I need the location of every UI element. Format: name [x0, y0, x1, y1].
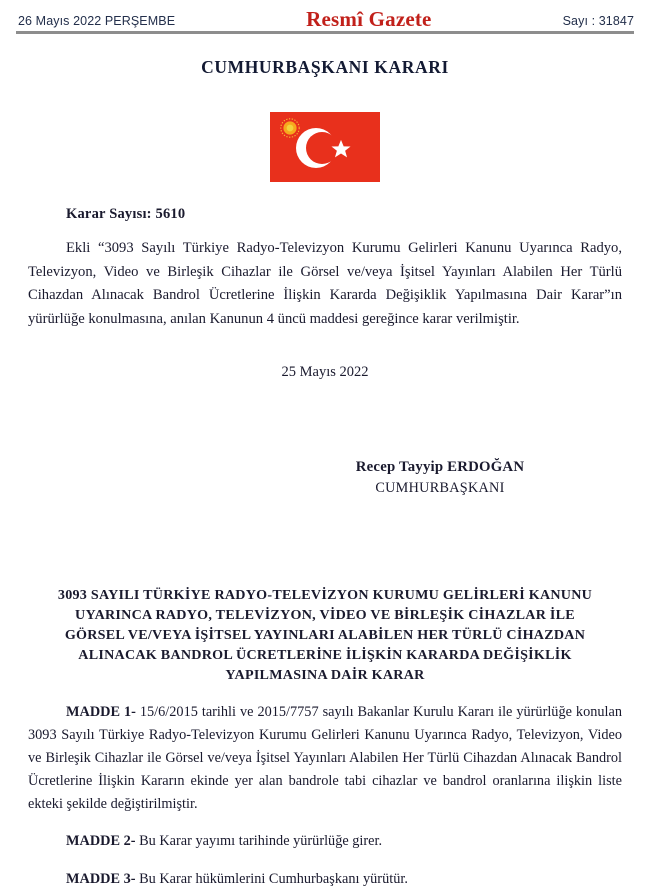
- decision-date: 25 Mayıs 2022: [281, 363, 369, 380]
- article-3: [28, 868, 622, 891]
- annex-heading-line: ALINACAK BANDROL ÜCRETLERİNE İLİŞKİN KARARDA DEĞİŞİKLİK: [78, 646, 572, 663]
- article-2-text: Bu Karar yayımı tarihinde yürürlüğe girer.: [135, 833, 383, 850]
- emblem-container: [0, 112, 650, 182]
- annex-heading: [40, 585, 610, 685]
- annex-heading-line: UYARINCA RADYO, TELEVİZYON, VİDEO VE BİRLEŞİK CİHAZLAR İLE: [75, 606, 575, 623]
- masthead-title: Resmî Gazete: [306, 7, 432, 31]
- page-title: CUMHURBAŞKANI KARARI: [201, 57, 449, 77]
- article-1-text: 15/6/2015 tarihli ve 2015/7757 sayılı Bakanlar Kurulu Kararı ile yürürlüğe konulan 3093 Sayılı Türkiye Radyo-Televizyon Kurumu Gelirleri Kanunu Uyarınca Radyo, Televizyon, Video ve Birleşik Cihazlar ile Görsel ve/veya İşitsel Yayınları Alabilen Her Türlü Cihazdan Alınacak Bandrol Ücretlerine İlişkin Kararın ekinde yer alan bandrole tabi cihazlar ve bandrol oranlarına ilişkin liste ekteki şekilde değiştirilmiştir.: [28, 703, 622, 813]
- annex-heading-line: 3093 SAYILI TÜRKİYE RADYO-TELEVİZYON KURUMU GELİRLERİ KANUNU: [57, 586, 593, 603]
- sun-icon: [279, 117, 301, 139]
- article-3-label: MADDE 3-: [66, 870, 136, 887]
- annex-heading-line: GÖRSEL VE/VEYA İŞİTSEL YAYINLARI ALABİLEN HER TÜRLÜ CİHAZDAN: [64, 626, 586, 643]
- masthead-issue-number: Sayı : 31847: [562, 14, 634, 28]
- signature-block: [0, 459, 650, 497]
- signatory-name: Recep Tayyip ERDOĞAN: [355, 458, 525, 475]
- turkish-flag-icon: [270, 112, 380, 182]
- annex-heading-line: YAPILMASINA DAİR KARAR: [225, 666, 425, 683]
- articles-section: [28, 701, 622, 891]
- article-3-text: Bu Karar hükümlerini Cumhurbaşkanı yürütür.: [135, 870, 408, 887]
- article-1-label: MADDE 1-: [66, 703, 136, 720]
- article-1: [28, 701, 622, 817]
- signatory-role: CUMHURBAŞKANI: [375, 479, 505, 496]
- masthead-date: 26 Mayıs 2022 PERŞEMBE: [18, 14, 176, 28]
- decision-number: Karar Sayısı: 5610: [66, 206, 186, 222]
- body-section: [28, 237, 622, 332]
- article-2-label: MADDE 2-: [66, 833, 136, 850]
- body-paragraph: Ekli “3093 Sayılı Türkiye Radyo-Televizyon Kurumu Gelirleri Kanunu Uyarınca Radyo, Televizyon, Video ve Birleşik Cihazlar ile Görsel ve/veya İşitsel Yayınları Alabilen Her Türlü Cihazdan Alınacak Bandrol Ücretlerine İlişkin Kararda Değişiklik Yapılmasına Dair Karar”ın yürürlüğe konulmasına, anılan Kanunun 4 üncü maddesi gereğince karar verilmiştir.: [28, 240, 622, 327]
- article-2: [28, 830, 622, 853]
- masthead: [0, 0, 650, 31]
